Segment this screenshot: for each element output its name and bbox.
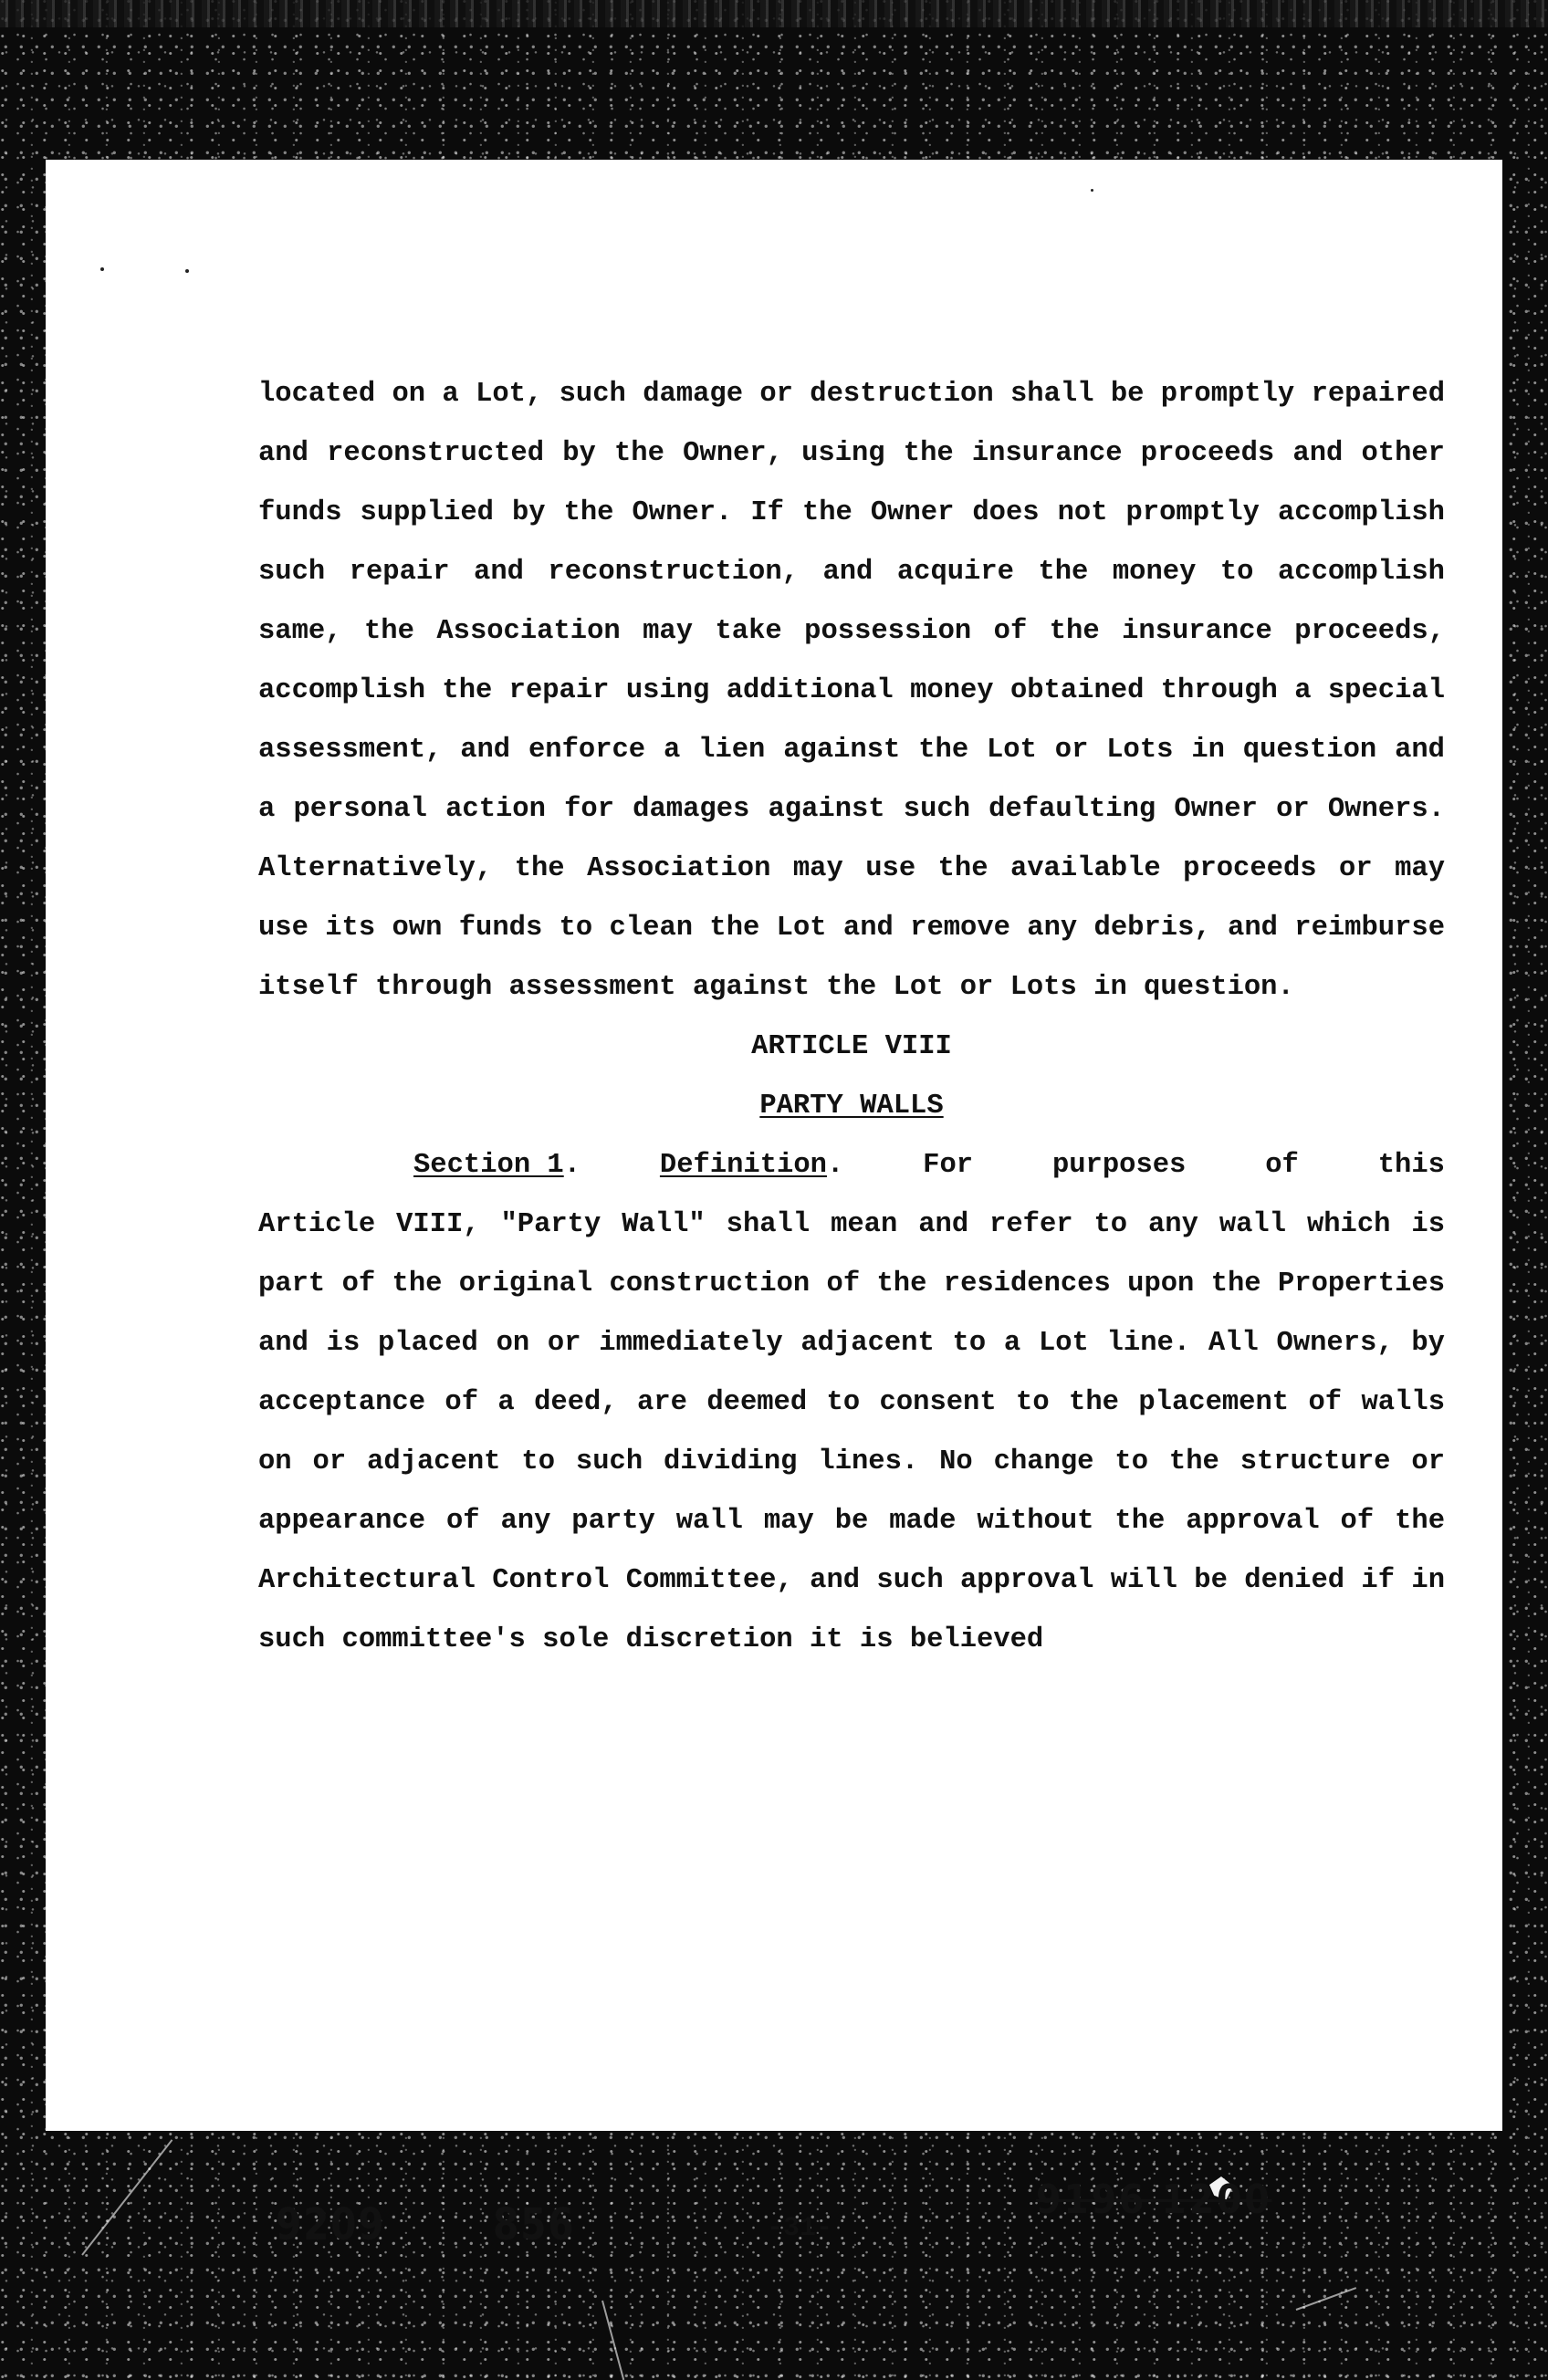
page-reference: 856 [493, 2199, 576, 2250]
section-label-group: Section 1. [413, 1150, 581, 1181]
damage-repair-paragraph: located on a Lot, such damage or destruction shall be promptly repaired and reconstructed by the Owner, using the insurance proceeds and other funds supplied by the Owner. If the Owner does not promptly accomplish such repair and reconstruction, and acquire the money to accomplish same, the Association may take possession of the insurance proceeds, accomplish the repair using additional money obtained through a special assessment, and enforce a lien against the Lot or Lots in question and a personal action for damages against such defaulting Owner or Owners. Alternatively, the Association may use the available proceeds or may use its own funds to clean the Lot and remove any debris, and reimburse itself through assessment against the Lot or Lots in question. [258, 379, 1445, 1003]
book-number: 9209 [276, 2199, 386, 2250]
section-heading-line [258, 1136, 1445, 1195]
document-body [258, 365, 1445, 1670]
section-lead-word: purposes [1051, 1150, 1187, 1181]
scan-top-edge [0, 0, 1548, 27]
scan-scratch [1296, 2287, 1356, 2311]
scan-scratch [601, 2301, 624, 2380]
scan-speck [100, 267, 104, 271]
scan-speck [1091, 189, 1093, 192]
struck-reference-number: 9196 1200 [1036, 2176, 1272, 2223]
scan-scratch [81, 2139, 173, 2255]
scan-speck [185, 269, 189, 273]
article-title [258, 1077, 1445, 1136]
party-wall-definition-paragraph: Article VIII, "Party Wall" shall mean and refer to any wall which is part of the original construction of the residences upon the Properties and is placed on or immediately adjacent to a Lot line. All Owners, by acceptance of a deed, are deemed to consent to the placement of walls on or adjacent to such dividing lines. No change to the structure or appearance of any party wall may be made without the approval of the Architectural Control Committee, and such approval will be denied if in such committee's sole discretion it is believed [258, 1209, 1445, 1655]
section-label: Section 1 [413, 1150, 564, 1181]
section-title-group: Definition. [659, 1150, 844, 1181]
section-title: Definition [659, 1150, 827, 1181]
section-lead-word: of [1265, 1150, 1299, 1181]
section-lead-word: For [923, 1150, 974, 1181]
page-number: -31- [767, 2213, 833, 2244]
article-heading: ARTICLE VIII [751, 1031, 952, 1062]
section-lead-word: this [1377, 1150, 1445, 1181]
article-title-text: PARTY WALLS [759, 1091, 944, 1122]
document-page [46, 160, 1502, 2250]
